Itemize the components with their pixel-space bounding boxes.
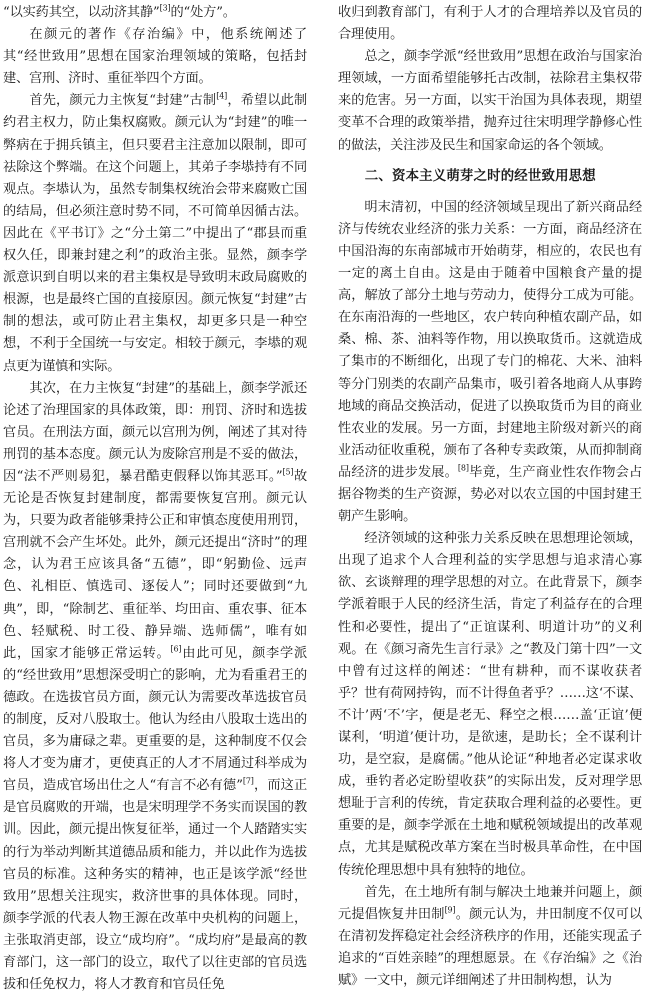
paragraph-text: 经济领域的这种张力关系反映在思想理论领域，出现了追求个人合理利益的实学思想与追求清心寡欲、玄谈辩理的理学思想的对立。在此背景下，颜李学派着眼于人民的经济生活，肯定了利益存在的合理性和必要性，提出了“正谊谋利、明道计功”的义利观。在《颜习斋先生言行录》之“教及门第十四”一文中曾有过这样的阐述：“世有耕种，而不谋收获者乎？世有荷网持钩，而不计得鱼者乎？……这‘不谋、不计’两‘不’字，便是老无、释空之根……盖‘正谊’便谋利，‘明道’便计功，是欲速，是助长；全不谋利计功，是空寂，是腐儒。”他从论证“种地者必定谋求收成，垂钓者必定盼望收获”的实际出发，反对理学思想耻于言利的传统，肯定获取合理利益的必要性。更重要的是，颜李学派在土地和赋税领域提出的改革观点，尤其是赋税改革方案在当时极具革命性，在中国传统伦理思想中具有独特的地位。 (338, 531, 642, 878)
citation-ref: [5] (282, 467, 294, 477)
paragraph-text: “以实药其空，以动济其静” (3, 5, 160, 20)
paragraph-text: 毕竟，生产商业性农作物会占据谷物类的生产资源，势必对以农立国的中国封建王朝产生影响。 (338, 464, 642, 525)
paragraph-economy (338, 197, 642, 528)
paragraph-text: 首先，在土地所有制与解决土地兼并问题上，颜元提倡恢复井田制 (338, 884, 642, 922)
left-column (3, 2, 307, 996)
right-column (338, 2, 642, 992)
citation-ref: [7] (242, 776, 254, 786)
paragraph-text: 收归到教育部门，有利于人才的合理培养以及官员的合理使用。 (338, 5, 642, 43)
paragraph-text: 其次，在力主恢复“封建”的基础上，颜李学派还论述了治理国家的具体政策，即：刑罚、济时和选拔官员。在刑法方面，颜元以宫刑为例，阐述了其对待刑罚的基本态度。颜元认为废除宫刑是不妥的做法，因“法不严则易犯，暴君酷吏假释以饰其恶耳。” (3, 380, 307, 484)
paragraph-thought (338, 528, 642, 882)
citation-ref: [3] (159, 3, 171, 13)
paragraph-summary (338, 46, 642, 156)
paragraph-continued (338, 2, 642, 46)
paragraph-2 (3, 24, 307, 90)
paragraph-text: ，而这正是官员腐败的开端，也是宋明理学不务实而误国的教训。因此，颜元提出恢复征举，通过一个人踏踏实实的行为举动判断其道德品质和能力，并以此作为选拔官员的标准。这种务实的精神，也正是该学派“经世致用”思想关注现实，救济世事的具体体现。同时，颜李学派的代表人物王源在改革中央机构的问题上，主张取消吏部，设立“成均府”。“成均府”是最高的教育部门，这一部门的设立，取代了以往吏部的官员选拔和任免权力，将人才教育和官员任免 (3, 778, 307, 993)
paragraph-text: 由此可见，颜李学派的“经世致用”思想深受明亡的影响，尤为看重君王的德政。在选拔官员方面，颜元认为需要改革选拔官员的制度，反对八股取士。他认为经由八股取士选出的官员，多为庸碌之辈。更重要的是，这种制度不仅会将人才变为庸才，更使真正的人才不屑通过科举成为官员，造成官场出仕之人“有言不必有德” (3, 645, 308, 794)
paragraph-text: ，希望以此制约君主权力，防止集权腐败。颜元认为“封建”的唯一弊病在于拥兵镇主，但只要君主注意加以限制，即可祛除这个弊端。在这个问题上，其弟子李塨持有不同观点。李塨认为，虽然专制集权统治会带来腐败亡国的结局，但必须注意时势不同，不可简单因循古法。因此在《平书订》之“分土第二”中提出了“郡县而重权久任，即兼封建之利”的政治主张。显然，颜李学派意识到自明以来的君主集权是导致明末政局腐败的根源，也是最终亡国的直接原因。颜元恢复“封建”古制的想法，或可防止君主集权，却更多只是一种空想，不利于全国统一与安定。相较于颜元，李塨的观点更为谨慎和实际。 (3, 93, 307, 374)
paragraph-4 (3, 378, 307, 996)
paragraph-1 (3, 2, 307, 24)
paragraph-3 (3, 90, 307, 377)
citation-ref: [9] (444, 905, 456, 915)
paragraph-text: 故无论是否恢复封建制度，都需要恢复宫刑。颜元认为，只要为政者能够秉持公正和审慎态度使用刑罚，宫刑就不会产生坏处。此外，颜元还提出“济时”的理念，认为君王应该具备“五德”，即“躬勤俭、远声色、礼相臣、慎选司、逐佞人”；同时还要做到“九典”，即，“除制艺、重征举、均田亩、重农事、征本色、轻赋税、时工役、静异端、选师儒”，唯有如此，国家才能够正常运转。 (3, 468, 307, 661)
citation-ref: [6] (170, 644, 182, 654)
paragraph-text: 。颜元认为，井田制度不仅可以在清初发挥稳定社会经济秩序的作用，还能实现孟子追求的“百姓亲睦”的理想愿景。在《存治编》之《治赋》一文中，颜元详细阐述了井田制构想，认为 (338, 906, 642, 989)
section-heading: 二、资本主义萌芽之时的经世致用思想 (364, 168, 596, 184)
paragraph-text: 的“处方”。 (170, 5, 236, 20)
citation-ref: [8] (457, 463, 469, 473)
paragraph-land (338, 882, 642, 992)
paragraph-text: 首先，颜元力主恢复“封建”古制 (29, 93, 217, 109)
paragraph-text: 在颜元的著作《存治编》中，他系统阐述了其“经世致用”思想在国家治理领域的策略，包括封建、宫刑、济时、重征举四个方面。 (3, 27, 307, 87)
paragraph-text: 总之，颜李学派“经世致用”思想在政治与国家治理领域，一方面希望能够托古改制，祛除君主集权带来的危害。另一方面，以实干治国为具体表现，期望变革不合理的政策举措，抛弃过往宋明理学静修心性的做法，关注涉及民生和国家命运的各个领域。 (338, 49, 642, 153)
citation-ref: [4] (216, 91, 228, 101)
paragraph-text: 明末清初，中国的经济领域呈现出了新兴商品经济与传统农业经济的张力关系：一方面，商品经济在中国沿海的东南部城市开始萌芽，相应的，农民也有一定的离土自由。这是由于随着中国粮食产量的提高，解放了部分土地与劳动力，使得分工成为可能。在东南沿海的一些地区，农户转向种植农副产品，如桑、棉、茶、油料等作物，用以换取货币。这就造成了集市的不断细化，出现了专门的棉花、大米、油料等分门别类的农副产品集市，吸引着各地商人从事跨地域的商品交换活动，促进了以换取货币为目的商业性农业的发展。另一方面，封建地主阶级对新兴的商业活动征收重税，颁布了各种专卖政策，从而抑制商品经济的进步发展。 (338, 199, 642, 480)
